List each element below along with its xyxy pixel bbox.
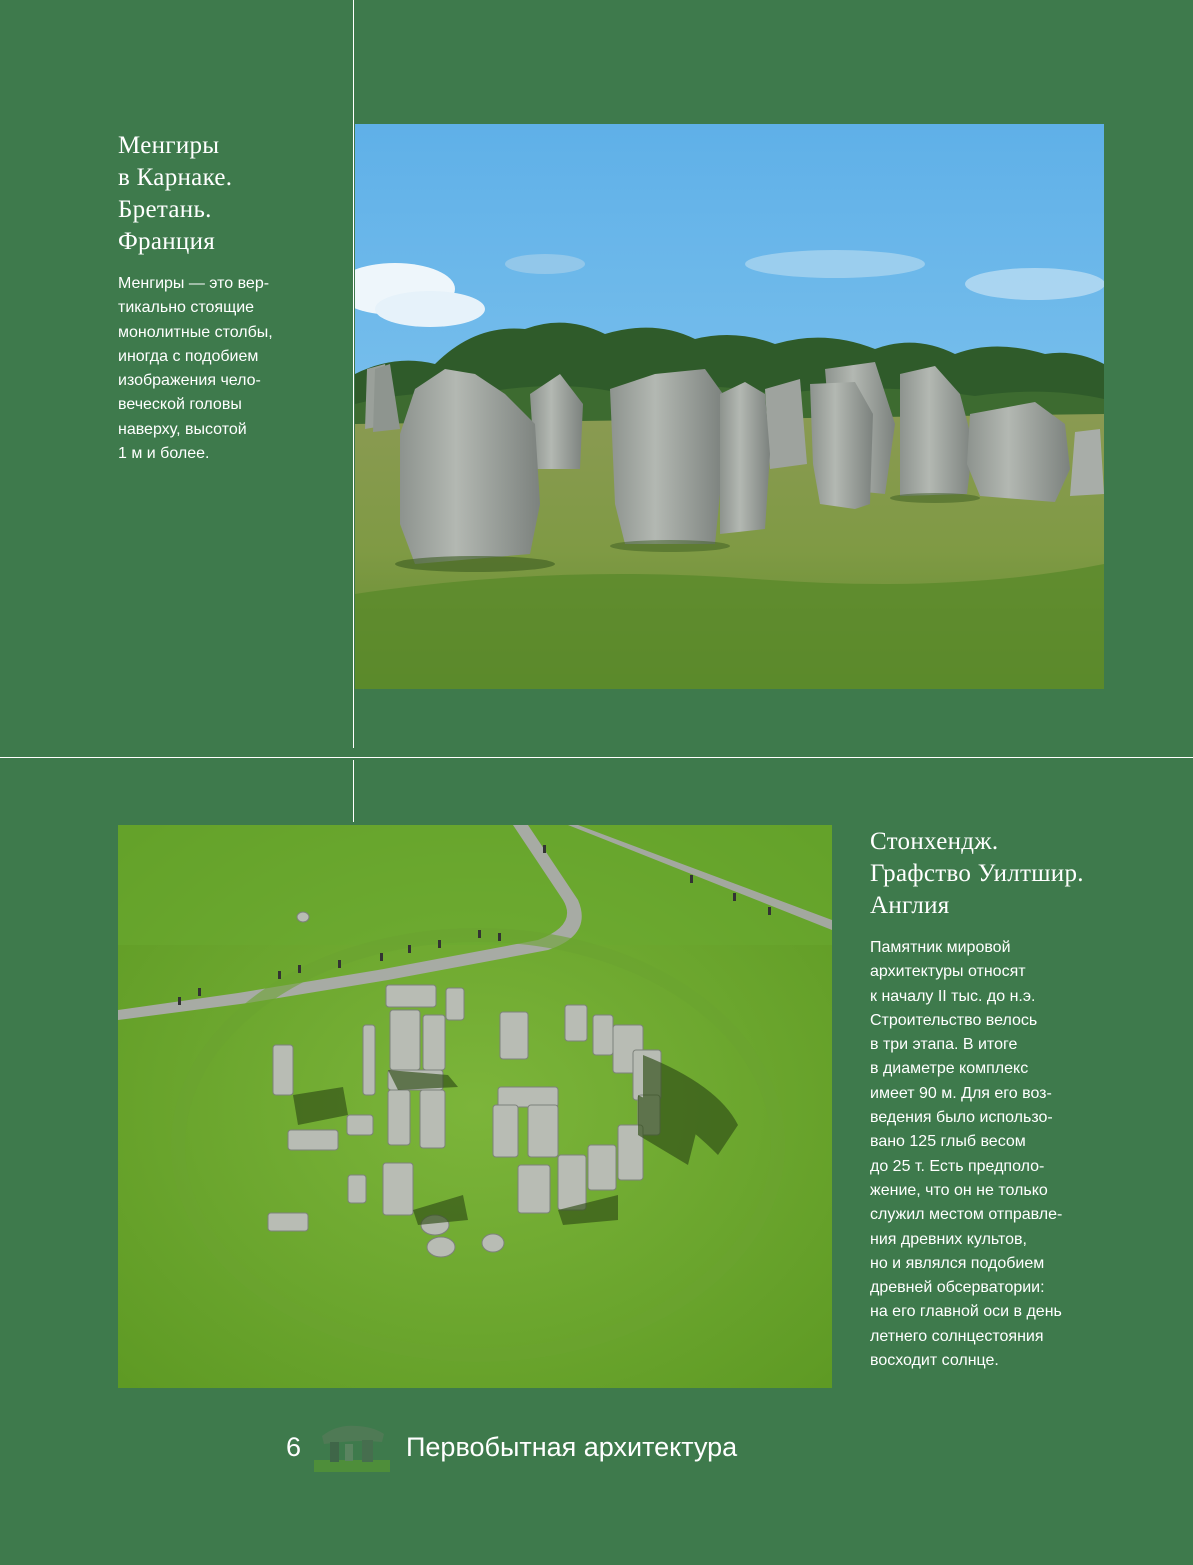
- stonehenge-text-line: вано 125 глыб весом: [870, 1133, 1026, 1151]
- dolmen-icon: [312, 1418, 392, 1478]
- stonehenge-title-line: Графство Уилтшир.: [870, 860, 1084, 887]
- stonehenge-text-line: имеет 90 м. Для его воз-: [870, 1084, 1052, 1102]
- stonehenge-text-line: в три этапа. В итоге: [870, 1036, 1018, 1054]
- carnac-text-line: иногда с подобием: [118, 347, 259, 365]
- carnac-menhirs-photo: [355, 124, 1104, 689]
- stonehenge-title: [870, 826, 1084, 922]
- stonehenge-text-line: к началу II тыс. до н.э.: [870, 987, 1036, 1005]
- stonehenge-description: [870, 936, 1062, 1373]
- carnac-description: [118, 272, 273, 466]
- carnac-title-line: Менгиры: [118, 132, 220, 159]
- carnac-text-line: веческой головы: [118, 396, 242, 414]
- stonehenge-text-line: до 25 т. Есть предполо-: [870, 1157, 1045, 1175]
- stonehenge-text-line: ведения было использо-: [870, 1109, 1053, 1127]
- stonehenge-text-line: но и являлся подобием: [870, 1254, 1045, 1272]
- stonehenge-text-line: служил местом отправле-: [870, 1206, 1063, 1224]
- carnac-text-line: Менгиры — это вер-: [118, 275, 270, 292]
- carnac-text-line: 1 м и более.: [118, 445, 210, 463]
- horizontal-rule: [0, 757, 1193, 758]
- vertical-rule-bottom: [353, 760, 354, 822]
- carnac-title-line: в Карнаке.: [118, 164, 233, 191]
- stonehenge-text-line: Памятник мировой: [870, 939, 1011, 956]
- stonehenge-text-line: в диаметре комплекс: [870, 1060, 1029, 1078]
- vertical-rule-top: [353, 0, 354, 748]
- stonehenge-text-line: ния древних культов,: [870, 1230, 1027, 1248]
- section-title: Первобытная архитектура: [406, 1432, 738, 1462]
- stonehenge-title-line: Стонхендж.: [870, 828, 999, 855]
- stonehenge-text-line: летнего солнцестояния: [870, 1327, 1044, 1345]
- stonehenge-text-line: на его главной оси в день: [870, 1303, 1062, 1321]
- carnac-text-line: монолитные столбы,: [118, 323, 273, 341]
- carnac-title-line: Франция: [118, 228, 216, 255]
- page-number: 6: [286, 1432, 302, 1462]
- carnac-text-line: тикально стоящие: [118, 299, 255, 317]
- stonehenge-text-line: Строительство велось: [870, 1011, 1038, 1029]
- carnac-title-line: Бретань.: [118, 196, 212, 223]
- stonehenge-aerial-photo: [118, 825, 832, 1388]
- stonehenge-text-line: восходит солнце.: [870, 1352, 999, 1370]
- carnac-title: [118, 130, 232, 258]
- stonehenge-title-line: Англия: [870, 892, 950, 919]
- carnac-text-line: наверху, высотой: [118, 420, 247, 438]
- stonehenge-text-line: архитектуры относят: [870, 963, 1026, 981]
- stonehenge-text-line: жение, что он не только: [870, 1181, 1048, 1199]
- carnac-text-line: изображения чело-: [118, 372, 261, 390]
- stonehenge-text-line: древней обсерватории:: [870, 1279, 1045, 1297]
